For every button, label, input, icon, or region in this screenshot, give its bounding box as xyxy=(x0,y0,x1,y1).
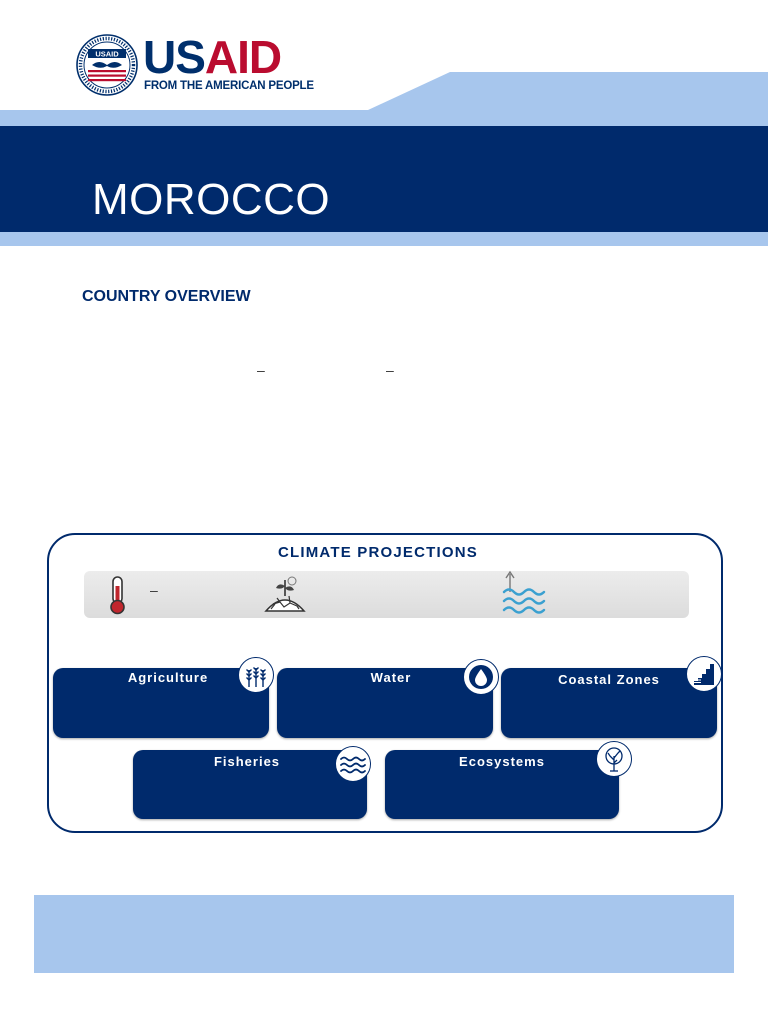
sector-label-water: Water xyxy=(370,670,412,685)
sea-level-rise-icon xyxy=(500,568,546,616)
title-underline-band xyxy=(0,232,768,246)
wheat-icon xyxy=(238,657,274,693)
waves-icon xyxy=(335,746,371,782)
climate-projections-title: CLIMATE PROJECTIONS xyxy=(277,544,479,561)
tree-icon xyxy=(596,741,632,777)
sector-label-agriculture: Agriculture xyxy=(127,670,209,685)
water-drop-icon xyxy=(463,659,499,695)
coastal-steps-icon xyxy=(686,656,722,692)
sector-label-coastal-zones: Coastal Zones xyxy=(558,672,660,687)
logo-tagline: FROM THE AMERICAN PEOPLE xyxy=(144,80,314,92)
temperature-dash: – xyxy=(150,582,158,598)
page-title: MOROCCO xyxy=(92,175,331,224)
sector-label-fisheries: Fisheries xyxy=(213,754,281,769)
seal-text: USAID xyxy=(95,49,119,59)
drought-icon xyxy=(263,574,307,616)
overview-dash-1: – xyxy=(257,362,265,378)
wordmark-us: US xyxy=(143,31,205,83)
wordmark-aid: AID xyxy=(204,31,282,83)
overview-dash-2: – xyxy=(386,362,394,378)
bottom-info-box xyxy=(34,895,734,973)
projections-bar xyxy=(84,571,689,618)
sector-label-ecosystems: Ecosystems xyxy=(459,754,545,769)
header-accent-shape xyxy=(0,72,768,126)
country-overview-heading: COUNTRY OVERVIEW xyxy=(82,288,251,305)
thermometer-icon xyxy=(102,574,132,616)
